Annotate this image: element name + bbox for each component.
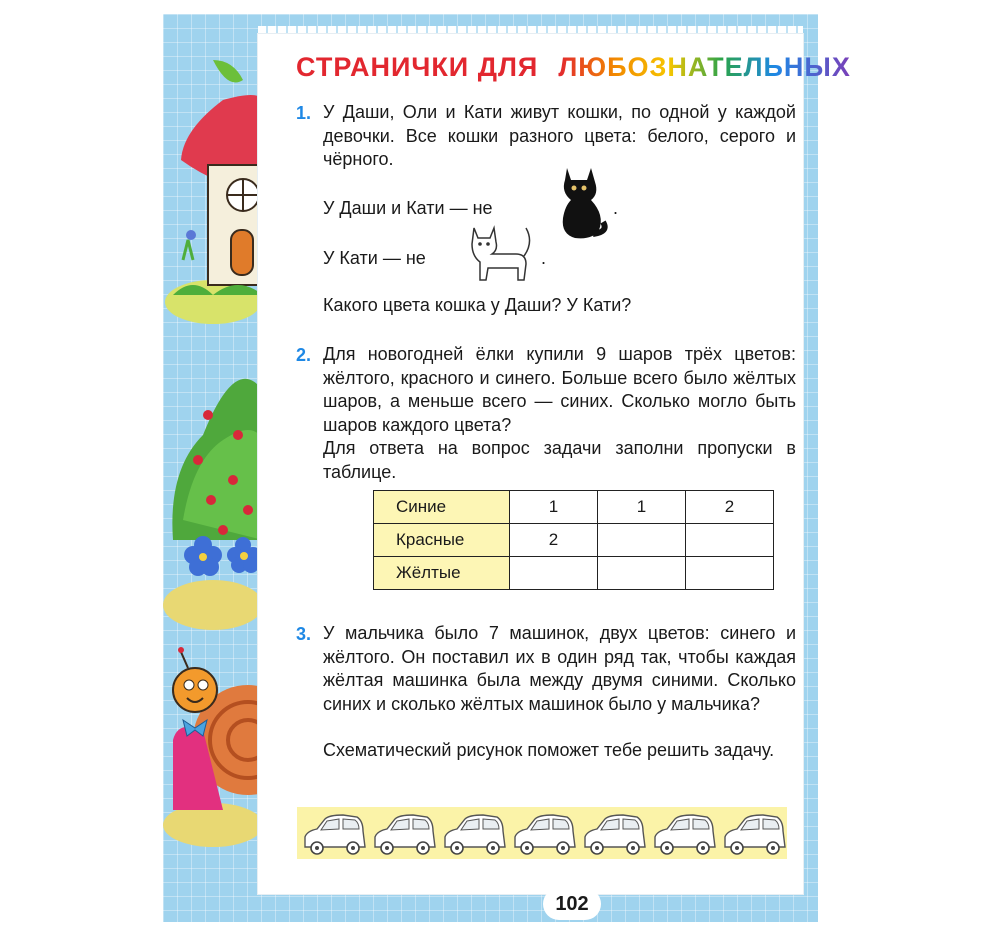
clue2-end: . [541,248,547,268]
white-cat-icon [466,222,536,284]
clue2-text: У Кати — не [323,248,426,268]
problem2-instruction: Для ответа на вопрос задачи заполни пропуски в таблице. [323,438,796,482]
page-title [296,52,851,83]
side-illustration [163,40,263,860]
car-icon [375,815,435,854]
table-row [374,491,774,524]
car-icon [655,815,715,854]
car-icon [725,815,785,854]
mushroom-house-icon [165,60,263,324]
table-cell [598,524,686,557]
table-cell: 2 [510,524,598,557]
cars-row [297,807,787,859]
problem3-number: 3. [296,624,312,644]
row-label: Синие [374,491,510,524]
title-part1: СТРАНИЧКИ ДЛЯ [296,52,539,82]
car-icon [515,815,575,854]
black-cat-icon [553,160,609,242]
problem2-number: 2. [296,345,312,365]
table-cell: 2 [686,491,774,524]
problem1-clue2 [323,248,426,269]
page-number: 102 [543,888,601,920]
table-cell: 1 [598,491,686,524]
table-cell [510,557,598,590]
car-icon [305,815,365,854]
problem3-hint: Схематический рисунок поможет тебе решить задачу. [323,740,775,760]
row-label: Жёлтые [374,557,510,590]
cars-strip [297,807,787,859]
table-cell [598,557,686,590]
clue1-text: У Даши и Кати — не [323,198,493,218]
row-label: Красные [374,524,510,557]
problem1-text: У Даши, Оли и Кати живут кошки, по одной у каждой девочки. Все кошки разного цвета: белого, серого и чёрного. [323,102,796,169]
snail-icon [163,647,263,847]
table-row [374,524,774,557]
clue1-end: . [613,198,619,218]
table-cell: 1 [510,491,598,524]
problem2-text: Для новогодней ёлки купили 9 шаров трёх цветов: жёлтого, красного и синего. Больше всего было жёлтых шаров, а меньше всего — синих. Сколько могло быть шаров каждого цвета? [323,344,796,435]
problem1-question: Какого цвета кошка у Даши? У Кати? [323,295,632,315]
title-part2: ЛЮБОЗНАТЕЛЬНЫХ [558,52,851,82]
problem1-number: 1. [296,103,312,123]
berry-tree-icon [163,379,263,630]
car-icon [445,815,505,854]
table-cell [686,524,774,557]
table-row [374,557,774,590]
table-cell [686,557,774,590]
problem3-text: У мальчика было 7 машинок, двух цветов: синего и жёлтого. Он поставил их в один ряд так, чтобы каждая жёлтая машинка была между двумя синими. Сколько синих и сколько жёлтых машинок было у мальчика? [323,623,796,714]
car-icon [585,815,645,854]
problem1-clue1 [323,198,493,219]
balls-table [373,490,774,590]
